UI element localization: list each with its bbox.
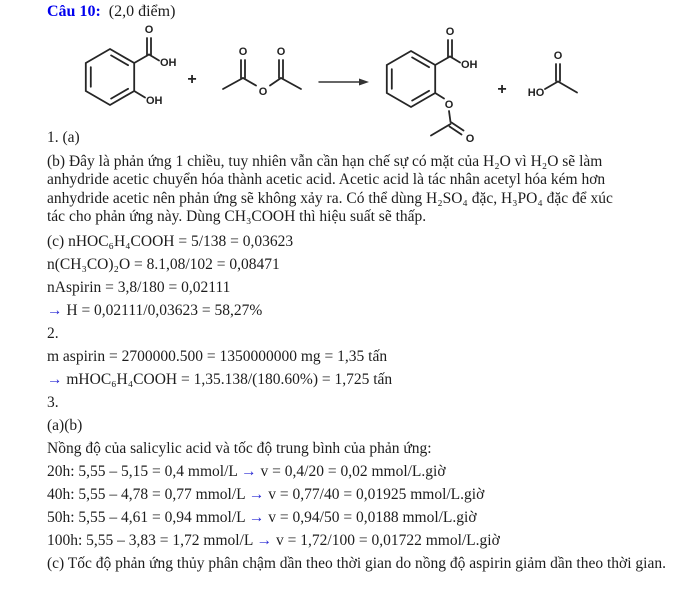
question-points: (2,0 điểm) bbox=[108, 3, 176, 20]
plus-sign: + bbox=[187, 71, 197, 88]
text-line bbox=[47, 556, 672, 572]
line-text: (a)(b) bbox=[47, 416, 83, 434]
line-text: 40h: 5,55 – 4,78 = 0,77 mmol/L bbox=[47, 485, 249, 503]
line-text: (b) Đây là phản ứng 1 chiều, tuy nhiên vẫn cần hạn chế sự có mặt của H₂O vì H₂O sẽ làm anhydride acetic chuyển hóa thành acetic acid. Acetic acid là tác nhân acetyl hóa kém hơn anhydride acetic nên phản ứng sẽ không xảy ra. Có thể dùng H₂SO₄ đặc, H₃PO₄ đặc để xúc tác cho phản ứng này. Dùng CH₃COOH thì hiệu suất sẽ thấp. bbox=[47, 153, 613, 226]
text-line bbox=[47, 257, 672, 273]
text-line bbox=[47, 441, 672, 457]
acetic-acid-structure bbox=[528, 50, 577, 99]
arrow-glyph: → bbox=[248, 485, 265, 503]
line-text: 20h: 5,55 – 5,15 = 0,4 mmol/L bbox=[47, 462, 242, 480]
carbonyl-o-label: O bbox=[276, 46, 286, 58]
line-text: (c) nHOC₆H₄COOH = 5/138 = 0,03623 bbox=[47, 232, 294, 250]
arrow-glyph: → bbox=[256, 531, 273, 549]
question-number: Câu 10: bbox=[47, 3, 101, 20]
plus-sign: + bbox=[497, 81, 507, 98]
paragraph-b bbox=[47, 153, 631, 227]
text-line bbox=[47, 395, 672, 411]
text-line bbox=[47, 533, 672, 549]
line-1a bbox=[47, 130, 672, 146]
line-text: 50h: 5,55 – 4,61 = 0,94 mmol/L bbox=[47, 508, 249, 526]
arrow-glyph: → bbox=[241, 462, 257, 480]
salicylic-acid-structure bbox=[86, 24, 177, 107]
text-line bbox=[47, 464, 672, 480]
text-line bbox=[47, 303, 672, 319]
question-header bbox=[47, 3, 175, 21]
text-line bbox=[47, 234, 672, 250]
arrow-glyph: → bbox=[248, 508, 265, 526]
text-line bbox=[47, 372, 672, 388]
text-line bbox=[47, 418, 672, 434]
reaction-arrow-icon bbox=[319, 79, 369, 86]
line-text: v = 0,77/40 = 0,01925 mmol/L.giờ bbox=[264, 485, 485, 503]
text-line bbox=[47, 349, 672, 365]
text-line bbox=[47, 280, 672, 296]
line-text: nAspirin = 3,8/180 = 0,02111 bbox=[47, 278, 231, 296]
solution-text bbox=[47, 130, 672, 579]
text-line bbox=[47, 510, 672, 526]
arrow-glyph: → bbox=[47, 370, 63, 388]
carboxyl-oh-label: OH bbox=[160, 57, 177, 69]
line-text: v = 0,94/50 = 0,0188 mmol/L.giờ bbox=[264, 508, 477, 526]
aspirin-structure bbox=[387, 26, 478, 145]
line-text: Nồng độ của salicylic acid và tốc độ trung bình của phản ứng: bbox=[47, 439, 432, 457]
phenol-oh-label: OH bbox=[146, 95, 163, 107]
line-text: 1. (a) bbox=[47, 129, 80, 146]
text-line bbox=[47, 326, 672, 342]
line-text: n(CH₃CO)₂O = 8.1,08/102 = 0,08471 bbox=[47, 255, 280, 273]
arrow-glyph: → bbox=[47, 301, 63, 319]
line-text: m aspirin = 2700000.500 = 1350000000 mg = 1,35 tấn bbox=[47, 347, 388, 365]
carbonyl-o-label: O bbox=[553, 50, 563, 62]
ester-carbonyl-o-label: O bbox=[465, 133, 475, 145]
line-text: 3. bbox=[47, 393, 59, 411]
bridge-o-label: O bbox=[258, 86, 268, 98]
line-text: (c) Tốc độ phản ứng thủy phân chậm dần theo thời gian do nồng độ aspirin giảm dần theo thời gian. bbox=[47, 554, 666, 572]
line-text: v = 0,4/20 = 0,02 mmol/L.giờ bbox=[256, 462, 446, 480]
text-line bbox=[47, 487, 672, 503]
carbonyl-o-label: O bbox=[238, 46, 248, 58]
line-text: v = 1,72/100 = 0,01722 mmol/L.giờ bbox=[272, 531, 500, 549]
line-text: 100h: 5,55 – 3,83 = 1,72 mmol/L bbox=[47, 531, 257, 549]
ho-label: HO bbox=[527, 87, 545, 99]
carboxyl-o-label: O bbox=[445, 26, 455, 38]
line-text: H = 0,02111/0,03623 = 58,27% bbox=[62, 301, 263, 319]
carboxyl-o-label: O bbox=[144, 24, 154, 36]
ester-o-label: O bbox=[444, 99, 454, 111]
acetic-anhydride-structure bbox=[223, 46, 301, 98]
carboxyl-oh-label: OH bbox=[461, 59, 478, 71]
line-text: mHOC₆H₄COOH = 1,35.138/(180.60%) = 1,725 tấn bbox=[62, 370, 393, 388]
line-text: 2. bbox=[47, 324, 59, 342]
